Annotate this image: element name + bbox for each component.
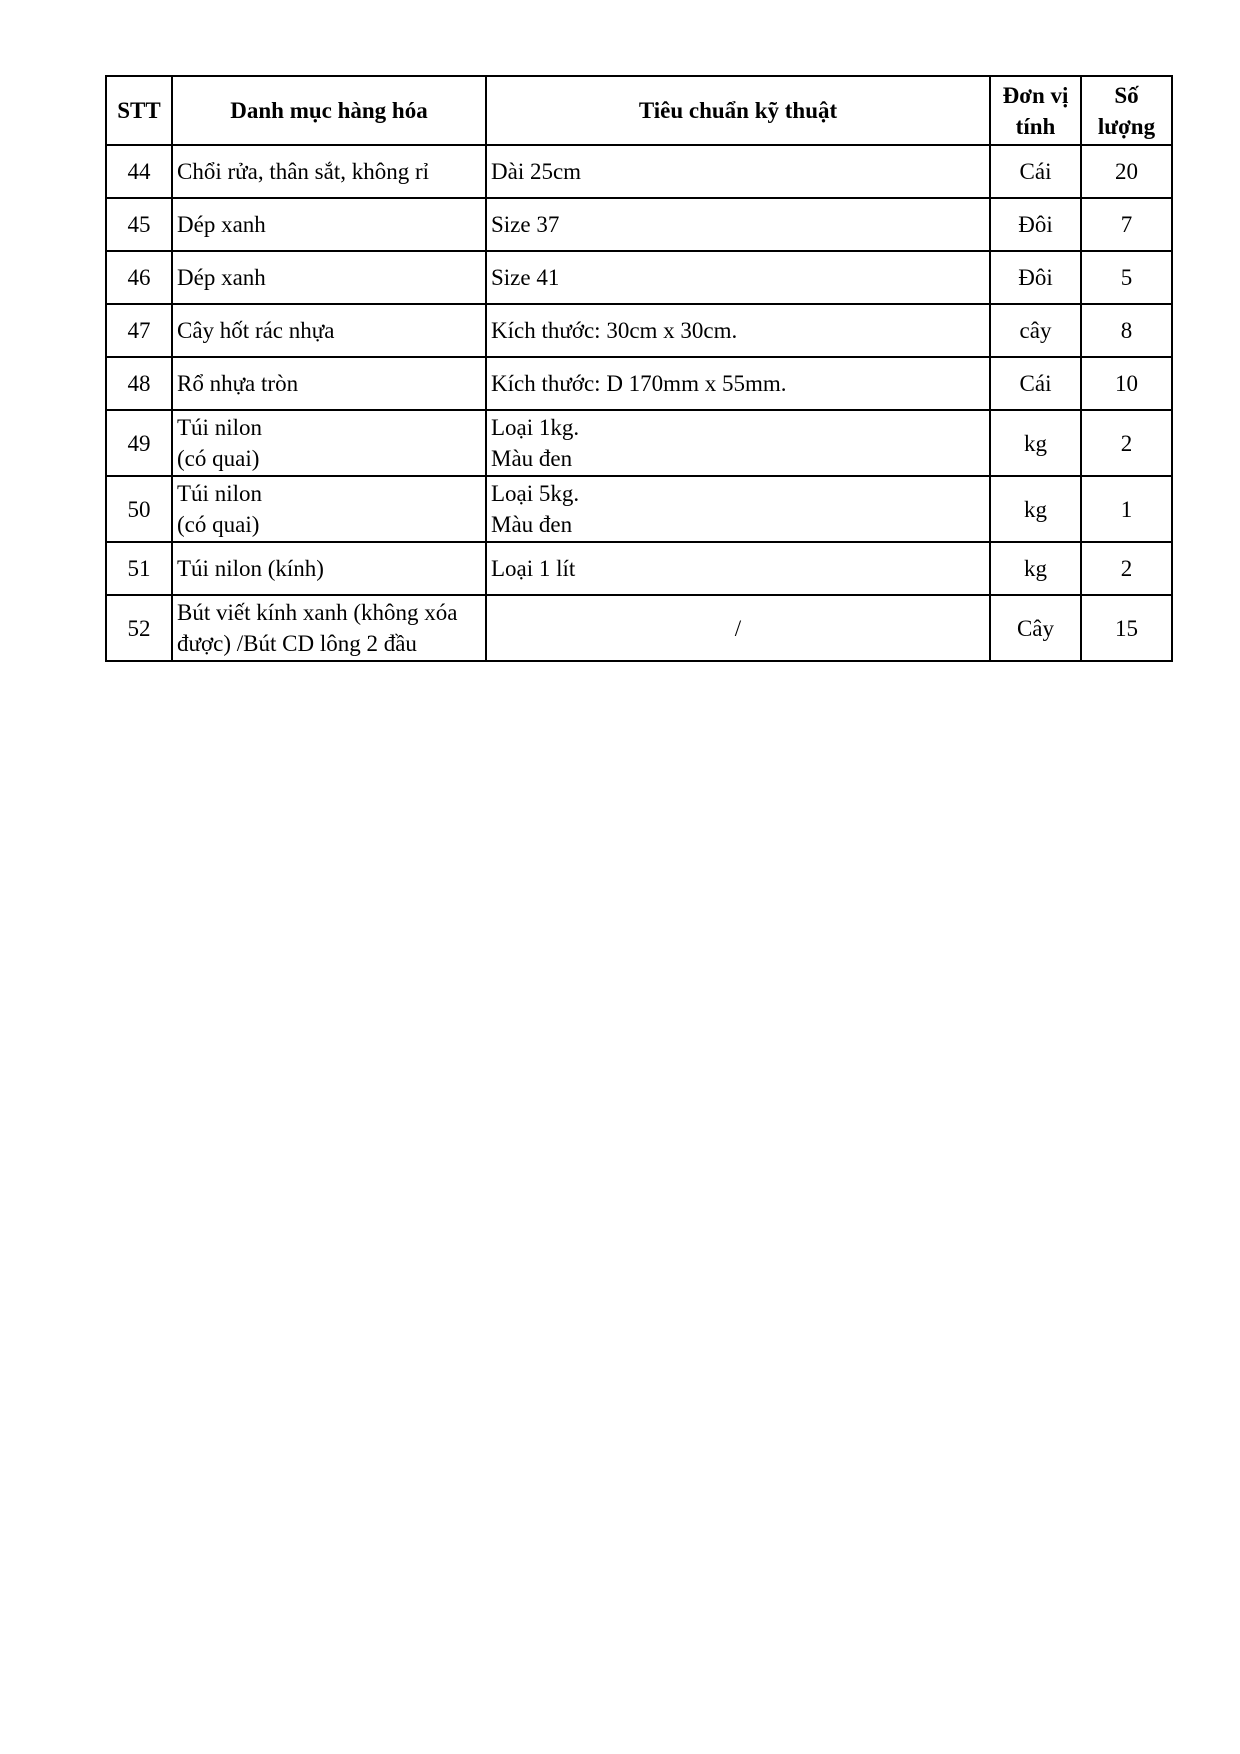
cell-quantity: 10 [1081, 357, 1172, 410]
cell-item-name [172, 595, 486, 661]
cell-quantity: 2 [1081, 410, 1172, 476]
cell-stt: 49 [106, 410, 172, 476]
cell-item-name [172, 476, 486, 542]
cell-unit: Đôi [990, 251, 1081, 304]
spec-line: Loại 1 lít [491, 556, 576, 581]
cell-item-name [172, 304, 486, 357]
cell-stt: 46 [106, 251, 172, 304]
cell-item-name [172, 145, 486, 198]
spec-line: Màu đen [491, 446, 573, 471]
header-qty-line: Số [1114, 82, 1139, 108]
cell-item-name [172, 357, 486, 410]
cell-quantity: 1 [1081, 476, 1172, 542]
spec-line: Màu đen [491, 512, 573, 537]
header-qty [1081, 76, 1172, 145]
cell-item-name [172, 542, 486, 595]
cell-stt: 52 [106, 595, 172, 661]
item-name-line: Túi nilon [177, 481, 262, 506]
cell-stt: 50 [106, 476, 172, 542]
spec-line: Dài 25cm [491, 159, 582, 184]
cell-item-name [172, 410, 486, 476]
cell-unit: Cây [990, 595, 1081, 661]
cell-stt: 44 [106, 145, 172, 198]
header-unit [990, 76, 1081, 145]
cell-spec [486, 251, 990, 304]
cell-unit: kg [990, 476, 1081, 542]
cell-spec [486, 198, 990, 251]
table-row [106, 145, 1172, 198]
cell-quantity: 8 [1081, 304, 1172, 357]
cell-spec [486, 304, 990, 357]
cell-quantity: 15 [1081, 595, 1172, 661]
spec-line: Size 41 [491, 265, 560, 290]
cell-spec [486, 357, 990, 410]
header-unit-line: Đơn vị [1002, 82, 1069, 108]
spec-line: Kích thước: 30cm x 30cm. [491, 318, 738, 343]
item-name-line: Dép xanh [177, 212, 266, 237]
header-name: Danh mục hàng hóa [172, 76, 486, 145]
table-body [106, 145, 1172, 661]
cell-quantity: 2 [1081, 542, 1172, 595]
cell-spec [486, 410, 990, 476]
cell-quantity: 7 [1081, 198, 1172, 251]
spec-line: / [734, 615, 742, 641]
header-qty-line: lượng [1097, 113, 1156, 139]
cell-item-name [172, 198, 486, 251]
cell-stt: 47 [106, 304, 172, 357]
table-row [106, 251, 1172, 304]
cell-unit: cây [990, 304, 1081, 357]
table-row [106, 595, 1172, 661]
cell-quantity: 20 [1081, 145, 1172, 198]
cell-item-name [172, 251, 486, 304]
cell-spec [486, 145, 990, 198]
item-name-line: (có quai) [177, 446, 260, 471]
cell-quantity: 5 [1081, 251, 1172, 304]
cell-spec [486, 595, 990, 661]
table-row [106, 410, 1172, 476]
cell-unit: kg [990, 542, 1081, 595]
item-name-line: Bút viết kính xanh (không xóa [177, 600, 458, 625]
table-row [106, 357, 1172, 410]
table-row [106, 476, 1172, 542]
table-row [106, 542, 1172, 595]
header-stt: STT [106, 76, 172, 145]
goods-table [105, 75, 1173, 662]
item-name-line: Túi nilon [177, 415, 262, 440]
item-name-line: Túi nilon (kính) [177, 556, 324, 581]
spec-line: Loại 1kg. [491, 415, 580, 440]
cell-unit: Cái [990, 357, 1081, 410]
table-header-row [106, 76, 1172, 145]
header-unit-line: tính [1015, 113, 1056, 139]
cell-unit: Đôi [990, 198, 1081, 251]
table-row [106, 198, 1172, 251]
cell-spec [486, 542, 990, 595]
item-name-line: Chổi rửa, thân sắt, không rỉ [177, 159, 430, 184]
cell-stt: 51 [106, 542, 172, 595]
item-name-line: Dép xanh [177, 265, 266, 290]
cell-unit: Cái [990, 145, 1081, 198]
cell-stt: 45 [106, 198, 172, 251]
cell-unit: kg [990, 410, 1081, 476]
spec-line: Size 37 [491, 212, 560, 237]
header-spec: Tiêu chuẩn kỹ thuật [486, 76, 990, 145]
cell-spec [486, 476, 990, 542]
item-name-line: được) /Bút CD lông 2 đầu [177, 631, 417, 656]
item-name-line: Rổ nhựa tròn [177, 371, 299, 396]
cell-stt: 48 [106, 357, 172, 410]
spec-line: Kích thước: D 170mm x 55mm. [491, 371, 787, 396]
item-name-line: (có quai) [177, 512, 260, 537]
item-name-line: Cây hốt rác nhựa [177, 318, 335, 343]
table-row [106, 304, 1172, 357]
spec-line: Loại 5kg. [491, 481, 580, 506]
